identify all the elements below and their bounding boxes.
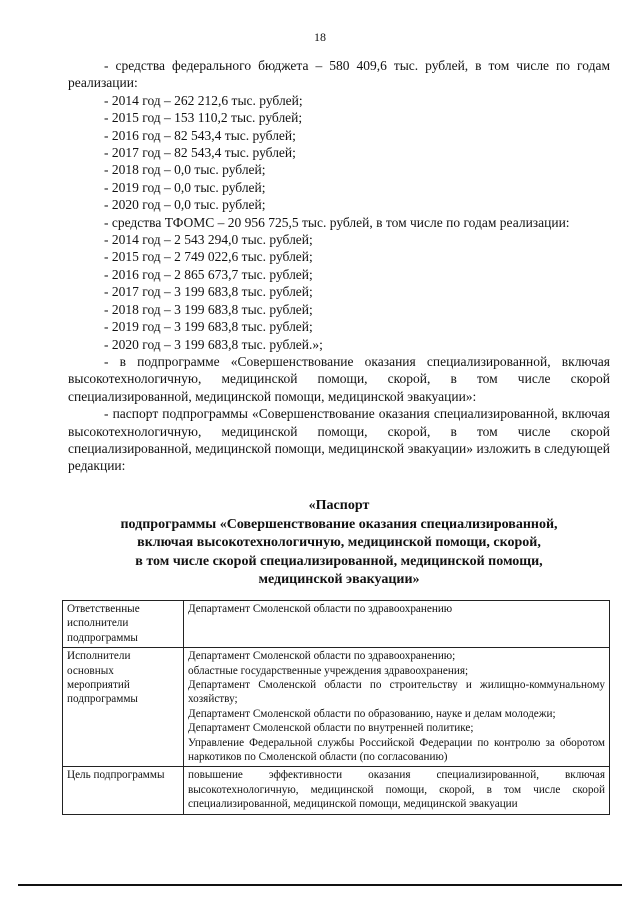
row-label: Исполнители основных мероприятий подпрограммы bbox=[63, 648, 184, 767]
cell-line: Департамент Смоленской области по внутренней политике; bbox=[188, 722, 474, 735]
heading-line: включая высокотехнологичную, медицинской помощи, скорой, bbox=[137, 535, 541, 550]
table-row bbox=[63, 648, 610, 767]
heading-line: подпрограммы «Совершенствование оказания специализированной, bbox=[120, 516, 558, 532]
list-item: - 2018 год – 3 199 683,8 тыс. рублей; bbox=[104, 301, 313, 317]
cell-line: Департамент Смоленской области по здравоохранению bbox=[188, 603, 453, 615]
page-number: 18 bbox=[314, 30, 326, 44]
subprogram-paragraph: - в подпрограмме «Совершенствование оказания специализированной, включая высокотехнологичную, медицинской помощи, скорой, в том числе скорой специализированной, медицинской помощи, медицинской эвакуации»: bbox=[68, 353, 610, 404]
list-item: - 2020 год – 0,0 тыс. рублей; bbox=[104, 197, 266, 213]
row-value bbox=[184, 767, 610, 814]
table-row bbox=[63, 767, 610, 814]
list-item: - 2015 год – 2 749 022,6 тыс. рублей; bbox=[104, 249, 313, 265]
passport-paragraph: - паспорт подпрограммы «Совершенствование оказания специализированной, включая высокотехнологичную, медицинской помощи, скорой, в том числе скорой специализированной, медицинской помощи, медицинской эвакуации» изложить в следующей редакции: bbox=[68, 406, 610, 474]
list-item: - 2019 год – 0,0 тыс. рублей; bbox=[104, 179, 266, 195]
row-value bbox=[184, 648, 610, 767]
federal-budget-line: - средства федерального бюджета – 580 409,6 тыс. рублей, в том числе по годам реализации: bbox=[68, 58, 610, 91]
list-item: - 2015 год – 153 110,2 тыс. рублей; bbox=[104, 110, 303, 126]
cell-line: Управление Федеральной службы Российской Федерации по контролю за оборотом наркотиков по Смоленской области (по согласованию) bbox=[188, 736, 605, 764]
heading-line: медицинской эвакуации» bbox=[258, 572, 420, 587]
cell-line: Департамент Смоленской области по строительству и жилищно-коммунальному хозяйству; bbox=[188, 679, 605, 706]
row-value bbox=[184, 601, 610, 648]
list-item: - 2017 год – 3 199 683,8 тыс. рублей; bbox=[104, 284, 313, 300]
list-item: - 2020 год – 3 199 683,8 тыс. рублей.»; bbox=[104, 336, 323, 352]
list-item: - 2014 год – 2 543 294,0 тыс. рублей; bbox=[104, 232, 313, 248]
cell-line: повышение эффективности оказания специализированной, включая высокотехнологичную, медицинской помощи, скорой, в том числе скорой специализированной, медицинской помощи, медицинской эвакуации bbox=[188, 769, 605, 811]
list-item: - 2014 год – 262 212,6 тыс. рублей; bbox=[104, 92, 303, 108]
list-item: - 2018 год – 0,0 тыс. рублей; bbox=[104, 162, 266, 178]
cell-line: Департамент Смоленской области по здравоохранению; bbox=[188, 650, 456, 663]
list-item: - 2016 год – 82 543,4 тыс. рублей; bbox=[104, 127, 296, 143]
row-label: Ответственные исполнители подпрограммы bbox=[63, 601, 184, 648]
passport-table bbox=[62, 600, 610, 815]
heading-line: «Паспорт bbox=[308, 498, 370, 513]
tfoms-line: - средства ТФОМС – 20 956 725,5 тыс. рублей, в том числе по годам реализации: bbox=[104, 214, 570, 230]
table-row bbox=[63, 601, 610, 648]
cell-line: областные государственные учреждения здравоохранения; bbox=[188, 664, 469, 677]
list-item: - 2016 год – 2 865 673,7 тыс. рублей; bbox=[104, 266, 313, 282]
body-text bbox=[68, 57, 610, 475]
cell-line: Департамент Смоленской области по образованию, науке и делам молодежи; bbox=[188, 707, 556, 720]
list-item: - 2019 год – 3 199 683,8 тыс. рублей; bbox=[104, 319, 313, 335]
heading-line: в том числе скорой специализированной, медицинской помощи, bbox=[135, 553, 543, 569]
row-label: Цель подпрограммы bbox=[63, 767, 184, 814]
list-item: - 2017 год – 82 543,4 тыс. рублей; bbox=[104, 145, 296, 161]
passport-heading bbox=[68, 497, 610, 590]
bottom-rule bbox=[18, 884, 622, 886]
